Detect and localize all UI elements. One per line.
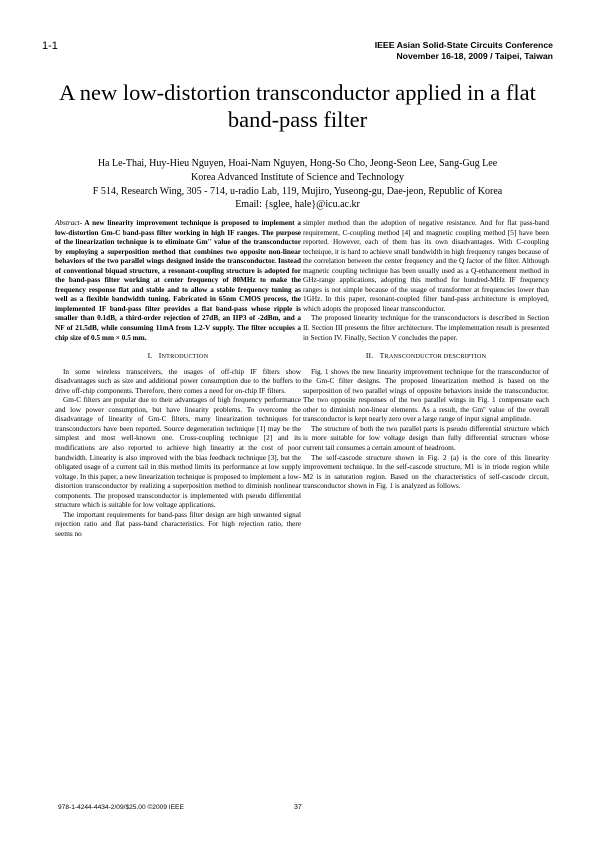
paragraph: In some wireless transceivers, the usages of off-chip IF filters show disadvantages such as size and additional power consumption due to the buffers to drive off-chip components. Therefore, there comes a need for on-chip IF filters. [55, 367, 301, 395]
page-label: 1-1 [42, 40, 58, 52]
author-block [40, 157, 555, 212]
paragraph: Fig. 1 shows the new linearity improvement technique for the transconductor of the Gm-C filter designs. The proposed linearization method is based on the superposition of two parallel wings of opposite behaviors inside the transconductor. The two opposite responses of the two parallel wings in Fig. 1 compensate each other to diminish non-linear elements. As a result, the Gm'' value of the overall transconductor is kept nearly zero over a large range of input signal amplitude. [303, 367, 549, 424]
section-title-initial: T [379, 351, 385, 361]
conference-date-location: November 16-18, 2009 / Taipei, Taiwan [396, 51, 553, 61]
paragraph: Gm-C filters are popular due to their advantages of high frequency performance and low power consumption, but have linearity problems. To overcome the disadvantage of linearity of Gm-C filters, many linearization techniques for transconductors have been reported. Source degeneration technique [1] may be the simplest and most well-known one. Cross-coupling technique [2] and its modifications are also reported to achieve high linearity at the cost of poor bandwidth. Linearity is also improved with the bias feedback technique [3], but the obligated usage of a current tail in this method limits its performance at low supply voltage. In this paper, a new linearization technique is proposed to implement a low-distortion transconductor by realizing a superposition method to diminish nonlinear components. The proposed transconductor is implemented with pseudo differential structure which is suitable for low voltage applications. [55, 396, 301, 510]
author-address: F 514, Research Wing, 305 - 714, u-radio Lab, 119, Mujiro, Yuseong-gu, Dae-jeon, Republic of Korea [92, 185, 503, 197]
right-column [303, 219, 549, 492]
paragraph: The self-cascode structure shown in Fig. 2 (a) is the core of this linearity improvement technique. In the self-cascode structure, M1 is in triode region while M2 is in saturation region. Based on the characteristics of self-cascode circuit, transconductor shown in Fig. 1 is analyzed as follows. [303, 453, 549, 491]
section-number: II. [365, 351, 374, 361]
abstract-label: Abstract [55, 219, 80, 227]
section-title-initial: I [158, 351, 162, 361]
paragraph: simpler method than the adoption of negative resistance. And for flat pass-band requirement, C-coupling method [4] and magnetic coupling method [5] have been reported. However, each of them has its own disadvantages. With C-coupling technique, it is hard to achieve small bandwidth in high frequency ranges because of the correlation between the center frequency and the Q factor of the filter. Although magnetic coupling technique has been usually used as a Q-enhancement method in GHz-range applications, adopting this method for hundred-MHz IF frequency ranges is not simple because of the usage of transformer at frequencies lower than 1GHz. In this paper, resonant-coupled filter band-pass architecture is employed, which adopts the proposed linear transconductor. [303, 219, 549, 313]
left-column [55, 219, 301, 540]
paragraph: The proposed linearity technique for the transconductors is described in Section II. Section III presents the filter architecture. The implementation result is presented in Section IV. Finally, Section V concludes the paper. [303, 314, 549, 342]
author-email: Email: {sglee, hale}@icu.ac.kr [235, 199, 360, 211]
section-title-rest: NTRODUCTION [161, 353, 209, 361]
paragraph: The important requirements for band-pass filter design are high unwanted signal rejection ratio and flat pass-band characteristics. For high rejection ratio, there seems no [55, 510, 301, 538]
isbn-copyright: 978-1-4244-4434-2/09/$25.00 ©2009 IEEE [58, 804, 184, 811]
conference-info [375, 40, 553, 62]
paper-title: A new low-distortion transconductor applied in a flat band-pass filter [59, 80, 536, 132]
abstract [55, 219, 301, 343]
section-number: I. [147, 351, 153, 361]
section-heading-introduction [55, 351, 301, 362]
author-institute: Korea Advanced Institute of Science and Technology [191, 171, 404, 183]
section-title-rest: RANSCONDUCTOR DESCRIPTION [384, 353, 487, 361]
paragraph: The structure of both the two parallel parts is pseudo differential structure which is more suitable for low voltage design than fully differential structure whose current tail consumes a certain amount of headroom. [303, 424, 549, 453]
author-names: Ha Le-Thai, Huy-Hieu Nguyen, Hoai-Nam Nguyen, Hong-So Cho, Jeong-Seon Lee, Sang-Gug Lee [97, 158, 498, 169]
abstract-text: - A new linearity improvement technique is proposed to implement a low-distortion Gm-C band-pass filter working in high IF ranges. The purpose of the linearization technique is to eliminate Gm'' value of the transconductor by employing a superposition method that combines two opposite non-linear behaviors of the two parallel wings designed inside the transconductor. Instead of conventional biquad structure, a resonant-coupling structure is adopted for the band-pass filter working at center frequency of 80MHz to make the frequency response flat and stable and to allow a stable frequency tuning as well as a flexible bandwidth tuning. Fabricated in 65nm CMOS process, the implemented IF band-pass filter provides a flat band-pass whose ripple is smaller than 0.1dB, a third-order rejection of 27dB, an IIP3 of -2dBm, and a NF of 21.5dB, while consuming 11mA from 1.2-V supply. The filter occupies a chip size of 0.5 mm × 0.5 mm. [55, 219, 301, 342]
section-heading-transconductor [303, 351, 549, 362]
page-number: 37 [294, 804, 302, 811]
conference-name: IEEE Asian Solid-State Circuits Conference [374, 40, 553, 50]
